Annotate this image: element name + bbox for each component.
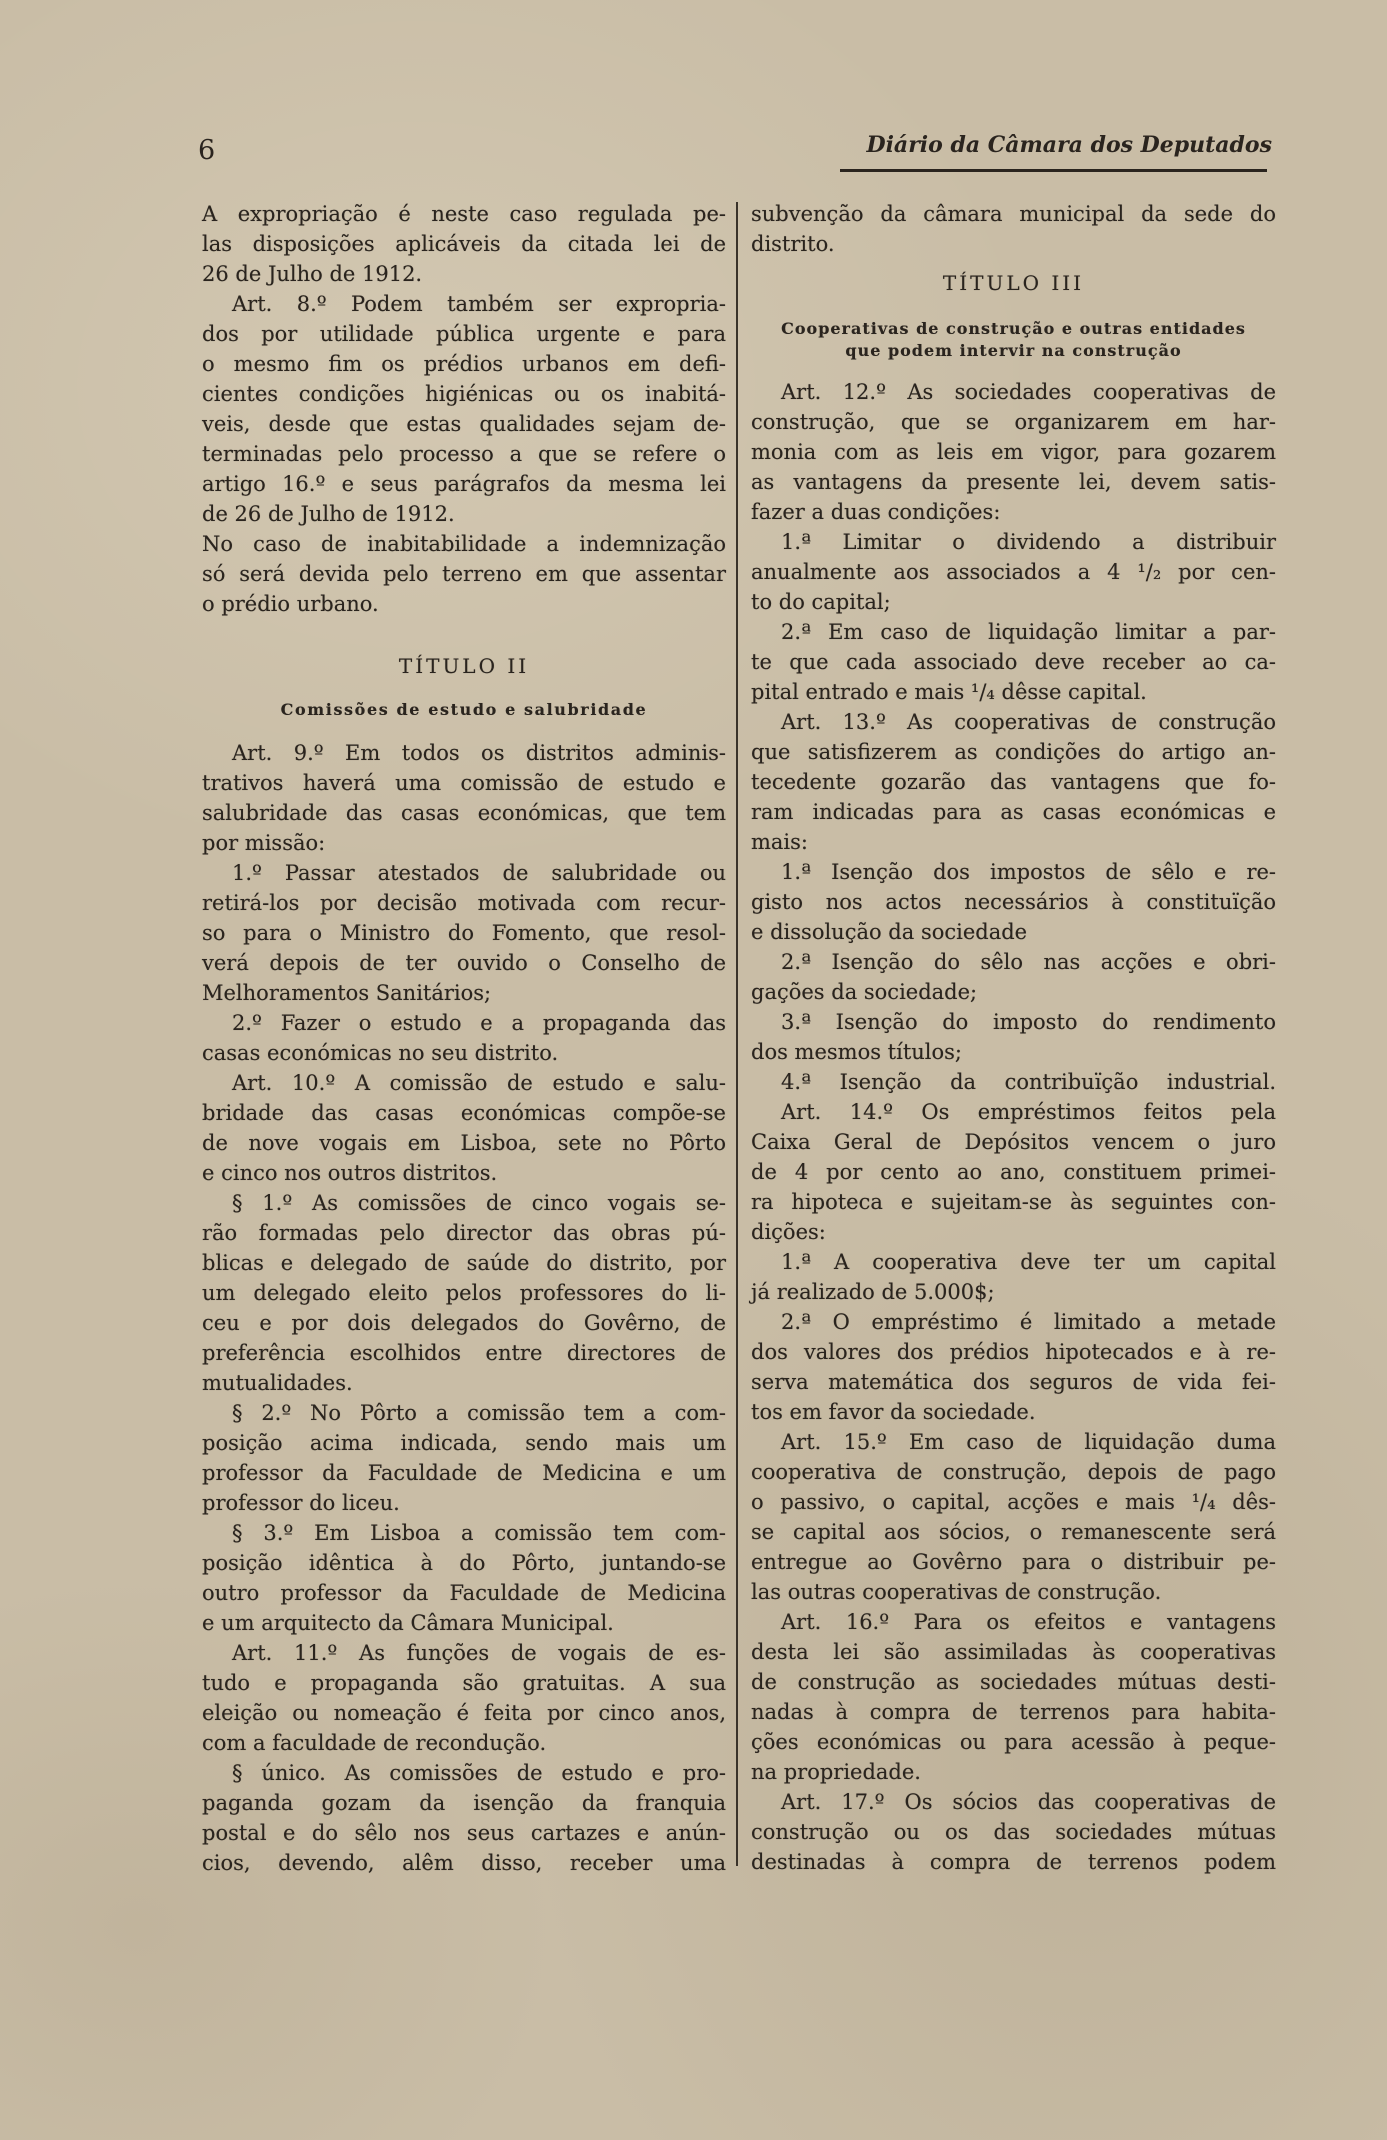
text-line: dições: (751, 1220, 826, 1244)
text-line: cios, devendo, alêm disso, receber uma (202, 1851, 726, 1875)
paragraph (202, 858, 726, 1008)
text-line: distrito. (751, 232, 835, 256)
text-line: professor da Faculdade de Medicina e um (202, 1461, 726, 1485)
text-line: e dissolução da sociedade (751, 920, 1028, 944)
section-title: TÍTULO II (398, 654, 530, 678)
text-line: 1.ª Isenção dos impostos de sêlo e re- (781, 860, 1276, 884)
text-line: se capital aos sócios, o remanescente será (751, 1520, 1276, 1544)
paragraph (751, 1307, 1276, 1427)
text-line: fazer a duas condições: (751, 500, 1001, 524)
text-line: Caixa Geral de Depósitos vencem o juro (751, 1130, 1276, 1154)
text-line: paganda gozam da isenção da franquia (202, 1791, 726, 1815)
text-line: dos mesmos títulos; (751, 1040, 962, 1064)
text-line: tudo e propaganda são gratuitas. A sua (202, 1671, 726, 1695)
text-line: por missão: (202, 831, 326, 855)
text-line: só será devida pelo terreno em que assentar (202, 562, 726, 586)
text-line: las outras cooperativas de construção. (751, 1580, 1162, 1604)
text-line: eleição ou nomeação é feita por cinco anos, (202, 1701, 726, 1725)
text-line: posição acima indicada, sendo mais um (202, 1431, 726, 1455)
text-line: 3.ª Isenção do imposto do rendimento (781, 1010, 1276, 1034)
paragraph (202, 1008, 726, 1068)
text-line: Art. 16.º Para os efeitos e vantagens (781, 1610, 1276, 1634)
text-line: blicas e delegado de saúde do distrito, por (202, 1251, 726, 1275)
text-line: No caso de inabitabilidade a indemnização (202, 532, 726, 556)
text-line: las disposições aplicáveis da citada lei de (202, 232, 726, 256)
text-line: nadas à compra de terrenos para habita- (751, 1700, 1276, 1724)
paragraph (751, 1067, 1276, 1097)
paragraph (751, 707, 1276, 857)
text-line: casas económicas no seu distrito. (202, 1041, 559, 1065)
paragraph (751, 199, 1276, 259)
text-line: com a faculdade de recondução. (202, 1731, 547, 1755)
intro-text (751, 199, 1276, 259)
paragraph (202, 1398, 726, 1518)
text-line: 1.ª Limitar o dividendo a distribuir (781, 530, 1276, 554)
text-line: salubridade das casas económicas, que tem (202, 801, 726, 825)
text-line: retirá-los por decisão motivada com recur- (202, 891, 726, 915)
text-line: serva matemática dos seguros de vida fei- (751, 1370, 1276, 1394)
text-line: mutualidades. (202, 1371, 353, 1395)
text-line: Art. 8.º Podem também ser expropria- (232, 292, 726, 316)
text-line: postal e do sêlo nos seus cartazes e anún- (202, 1821, 726, 1845)
text-line: Art. 14.º Os empréstimos feitos pela (781, 1100, 1276, 1124)
text-line: A expropriação é neste caso regulada pe- (202, 202, 726, 226)
publication-title: Diário da Câmara dos Deputados (866, 132, 1272, 158)
paragraph (202, 1188, 726, 1398)
column-divider (736, 202, 738, 1866)
paragraph (202, 199, 726, 289)
paragraph (751, 527, 1276, 617)
paragraph (202, 1068, 726, 1188)
paragraph (751, 1787, 1276, 1877)
header-rule (840, 169, 1267, 172)
text-line: professor do liceu. (202, 1491, 400, 1515)
paragraph (751, 617, 1276, 707)
text-line: de 26 de Julho de 1912. (202, 502, 455, 526)
text-line: construção, que se organizarem em har- (751, 410, 1276, 434)
text-line: subvenção da câmara municipal da sede do (751, 202, 1276, 226)
text-line: 1.ª A cooperativa deve ter um capital (781, 1250, 1276, 1274)
text-line: e cinco nos outros distritos. (202, 1161, 498, 1185)
text-line: o prédio urbano. (202, 592, 379, 616)
text-line: terminadas pelo processo a que se refere o (202, 442, 726, 466)
text-line: posição idêntica à do Pôrto, juntando-se (202, 1551, 726, 1575)
text-line: Art. 12.º As sociedades cooperativas de (781, 380, 1276, 404)
text-line: de construção as sociedades mútuas desti- (751, 1670, 1276, 1694)
text-line: destinadas à compra de terrenos podem (751, 1850, 1276, 1874)
text-line: § 1.º As comissões de cinco vogais se- (232, 1191, 726, 1215)
text-line: o mesmo fim os prédios urbanos em defi- (202, 352, 726, 376)
paragraph (202, 738, 726, 858)
section-heading-line: Cooperativas de construção e outras entidades (781, 319, 1246, 338)
text-line: Art. 13.º As cooperativas de construção (781, 710, 1276, 734)
text-line: o passivo, o capital, acções e mais ¹/₄ dês- (751, 1490, 1276, 1514)
text-line: § 3.º Em Lisboa a comissão tem com- (232, 1521, 726, 1545)
paragraph (751, 1007, 1276, 1067)
text-line: so para o Ministro do Fomento, que resol- (202, 921, 726, 945)
paragraph (202, 1518, 726, 1638)
text-line: dos valores dos prédios hipotecados e à re- (751, 1340, 1276, 1364)
text-line: veis, desde que estas qualidades sejam de- (202, 412, 726, 436)
section-body (202, 738, 726, 1878)
text-line: outro professor da Faculdade de Medicina (202, 1581, 726, 1605)
text-line: de nove vogais em Lisboa, sete no Pôrto (202, 1131, 726, 1155)
text-line: mais: (751, 830, 809, 854)
section-body (751, 377, 1276, 1877)
text-line: rão formadas pelo director das obras pú- (202, 1221, 726, 1245)
text-line: de 4 por cento ao ano, constituem primei- (751, 1160, 1276, 1184)
text-line: artigo 16.º e seus parágrafos da mesma lei (202, 472, 726, 496)
text-line: preferência escolhidos entre directores de (202, 1341, 726, 1365)
text-line: to do capital; (751, 590, 891, 614)
text-line: 2.ª Em caso de liquidação limitar a par- (781, 620, 1276, 644)
text-line: 1.º Passar atestados de salubridade ou (232, 861, 726, 885)
paragraph (202, 1638, 726, 1758)
text-line: gisto nos actos necessários à constituïção (751, 890, 1276, 914)
text-line: gações da sociedade; (751, 980, 978, 1004)
text-line: te que cada associado deve receber ao ca- (751, 650, 1276, 674)
intro-text (202, 199, 726, 619)
text-line: bridade das casas económicas compõe-se (202, 1101, 726, 1125)
text-line: § único. As comissões de estudo e pro- (232, 1761, 726, 1785)
page-number: 6 (198, 135, 216, 166)
text-line: as vantagens da presente lei, devem satis- (751, 470, 1276, 494)
text-line: Art. 17.º Os sócios das cooperativas de (781, 1790, 1276, 1814)
text-line: verá depois de ter ouvido o Conselho de (202, 951, 726, 975)
text-line: monia com as leis em vigor, para gozarem (751, 440, 1276, 464)
text-line: na propriedade. (751, 1760, 921, 1784)
text-line: tecedente gozarão das vantagens que fo- (751, 770, 1276, 794)
text-line: Art. 15.º Em caso de liquidação duma (781, 1430, 1276, 1454)
text-line: anualmente aos associados a 4 ¹/₂ por cen- (751, 560, 1276, 584)
text-line: ram indicadas para as casas económicas e (751, 800, 1276, 824)
paragraph (202, 289, 726, 529)
text-line: trativos haverá uma comissão de estudo e (202, 771, 726, 795)
text-line: 4.ª Isenção da contribuïção industrial. (781, 1070, 1276, 1094)
text-line: entregue ao Govêrno para o distribuir pe- (751, 1550, 1276, 1574)
text-line: 2.ª Isenção do sêlo nas acções e obri- (781, 950, 1276, 974)
text-line: pital entrado e mais ¹/₄ dêsse capital. (751, 680, 1147, 704)
text-line: que satisfizerem as condições do artigo an- (751, 740, 1276, 764)
paragraph (751, 1247, 1276, 1307)
text-line: um delegado eleito pelos professores do li- (202, 1281, 726, 1305)
paragraph (751, 1427, 1276, 1607)
paragraph (751, 947, 1276, 1007)
paragraph (202, 529, 726, 619)
section-title: TÍTULO III (942, 271, 1085, 295)
text-line: Melhoramentos Sanitários; (202, 981, 492, 1005)
text-line: e um arquitecto da Câmara Municipal. (202, 1611, 614, 1635)
text-line: ções económicas ou para acessão à peque- (751, 1730, 1276, 1754)
text-line: ra hipoteca e sujeitam-se às seguintes con- (751, 1190, 1276, 1214)
text-line: § 2.º No Pôrto a comissão tem a com- (232, 1401, 726, 1425)
text-line: Art. 11.º As funções de vogais de es- (232, 1641, 726, 1665)
text-line: desta lei são assimiladas às cooperativas (751, 1640, 1276, 1664)
text-line: Art. 10.º A comissão de estudo e salu- (232, 1071, 726, 1095)
section-heading: Comissões de estudo e salubridade (280, 700, 648, 719)
text-line: construção ou os das sociedades mútuas (751, 1820, 1276, 1844)
section-heading (751, 318, 1276, 362)
text-line: ceu e por dois delegados do Govêrno, de (202, 1311, 726, 1335)
text-line: 2.º Fazer o estudo e a propaganda das (232, 1011, 726, 1035)
paragraph (751, 1607, 1276, 1787)
text-line: 2.ª O empréstimo é limitado a metade (781, 1310, 1276, 1334)
paragraph (751, 1097, 1276, 1247)
text-line: tos em favor da sociedade. (751, 1400, 1036, 1424)
paragraph (751, 377, 1276, 527)
paragraph (751, 857, 1276, 947)
text-line: dos por utilidade pública urgente e para (202, 322, 726, 346)
paragraph (202, 1758, 726, 1878)
text-line: cooperativa de construção, depois de pago (751, 1460, 1276, 1484)
text-line: Art. 9.º Em todos os distritos adminis- (232, 741, 726, 765)
text-line: cientes condições higiénicas ou os inabitá- (202, 382, 726, 406)
text-line: já realizado de 5.000$; (751, 1280, 995, 1304)
text-line: 26 de Julho de 1912. (202, 262, 423, 286)
section-heading-line: que podem intervir na construção (845, 341, 1182, 360)
